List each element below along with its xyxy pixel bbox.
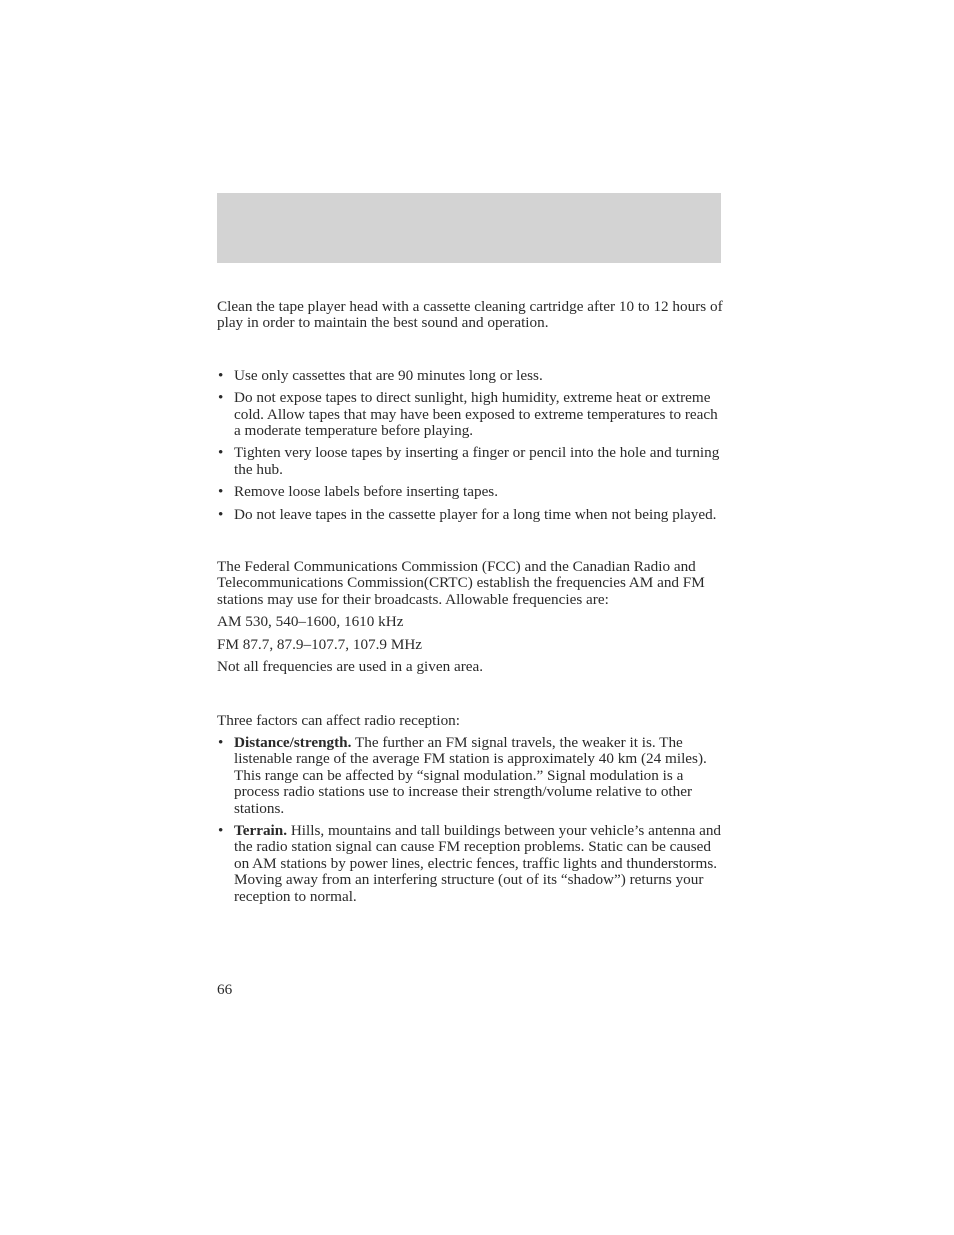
bullet-icon: • bbox=[218, 444, 224, 462]
factor-description: Hills, mountains and tall buildings between your vehicle’s antenna and the radio station signal can cause FM reception problems. Static can be caused on AM stations by power lines, electric fences, traffic lights and thunderstorms. Moving away from an interfering structure (out of its “shadow”) returns your reception to normal. bbox=[234, 821, 722, 905]
page-content bbox=[217, 299, 723, 911]
cassette-tip-text: Do not leave tapes in the cassette player for a long time when not being played. bbox=[234, 505, 717, 523]
section-spacer bbox=[217, 676, 723, 713]
list-item bbox=[217, 484, 723, 500]
factor-term: Distance/strength. bbox=[234, 733, 352, 751]
fm-frequencies: FM 87.7, 87.9–107.7, 107.9 MHz bbox=[217, 635, 423, 653]
cassette-tip-text: Use only cassettes that are 90 minutes long or less. bbox=[234, 366, 543, 384]
list-item bbox=[217, 823, 723, 905]
list-item bbox=[217, 735, 723, 817]
cleaning-paragraph: Clean the tape player head with a cassette cleaning cartridge after 10 to 12 hours of play in order to maintain the best sound and operation. bbox=[217, 298, 723, 332]
bullet-icon: • bbox=[218, 505, 224, 523]
cassette-tip-text: Tighten very loose tapes by inserting a finger or pencil into the hole and turning the hub. bbox=[234, 444, 720, 478]
bullet-icon: • bbox=[218, 389, 224, 407]
cassette-tip-text: Do not expose tapes to direct sunlight, high humidity, extreme heat or extreme cold. Allow tapes that may have been exposed to extreme temperatures to reach a moderate temperature before playing. bbox=[234, 389, 718, 440]
reception-intro: Three factors can affect radio reception: bbox=[217, 711, 460, 729]
page-number: 66 bbox=[217, 981, 233, 998]
section-header-band bbox=[217, 193, 721, 263]
frequencies-note: Not all frequencies are used in a given area. bbox=[217, 658, 484, 676]
list-item bbox=[217, 445, 723, 478]
cassette-tips-list bbox=[217, 368, 723, 523]
am-frequencies: AM 530, 540–1600, 1610 kHz bbox=[217, 613, 404, 631]
section-spacer bbox=[217, 332, 723, 368]
frequencies-intro: The Federal Communications Commission (FCC) and the Canadian Radio and Telecommunications Commission(CRTC) establish the frequencies AM and FM stations may use for their broadcasts. Allowable frequencies are: bbox=[217, 558, 705, 608]
list-item bbox=[217, 507, 723, 523]
list-item bbox=[217, 368, 723, 384]
section-spacer bbox=[217, 529, 723, 559]
bullet-icon: • bbox=[218, 483, 224, 501]
cassette-tip-text: Remove loose labels before inserting tapes. bbox=[234, 483, 499, 501]
factor-description: The further an FM signal travels, the weaker it is. The listenable range of the average FM station is approximately 40 km (24 miles). This range can be affected by “signal modulation.” Signal modulation is a process radio stations use to increase their strength/volume relative to other stations. bbox=[234, 733, 707, 817]
reception-factors-list bbox=[217, 735, 723, 905]
bullet-icon: • bbox=[218, 366, 224, 384]
bullet-icon: • bbox=[218, 821, 224, 839]
bullet-icon: • bbox=[218, 733, 224, 751]
list-item bbox=[217, 390, 723, 439]
factor-term: Terrain. bbox=[234, 821, 288, 839]
